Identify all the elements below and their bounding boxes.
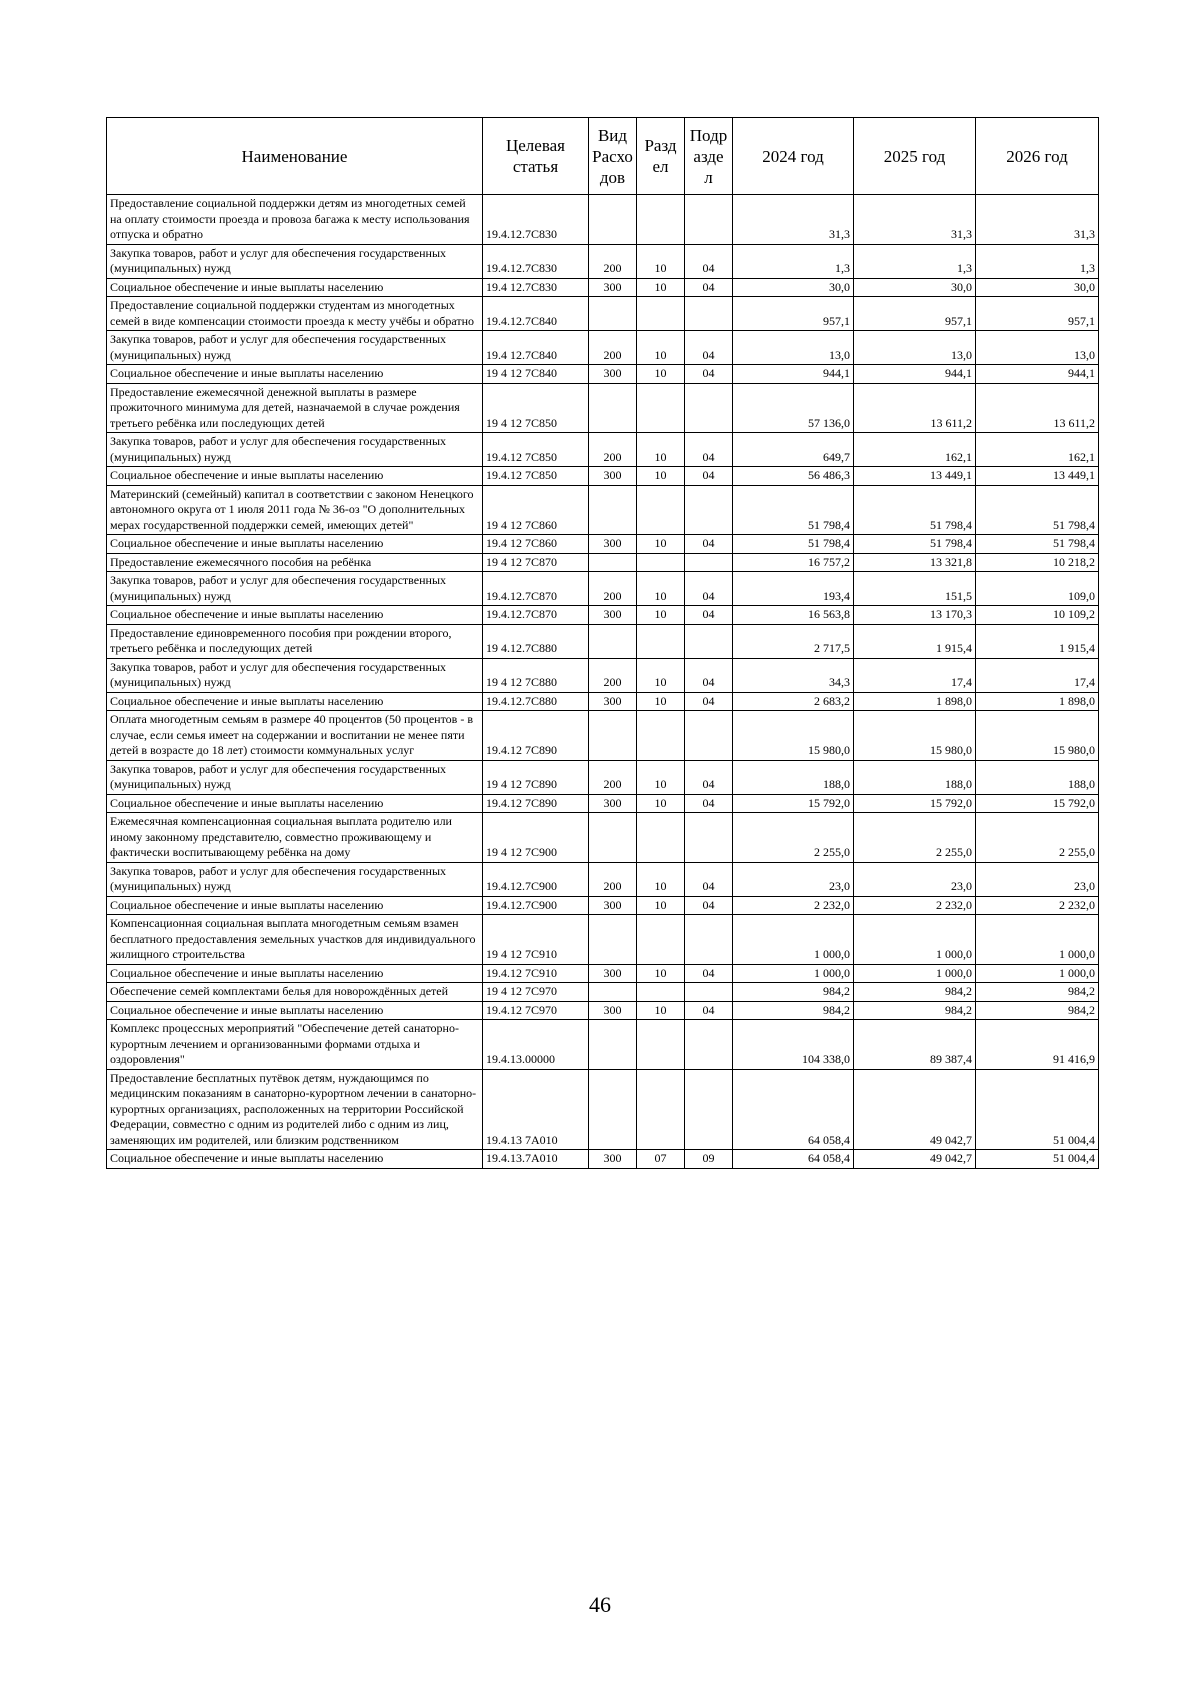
cell-subsection: [685, 383, 733, 433]
cell-target: 19.4.12.7С830: [483, 244, 589, 278]
cell-subsection: 04: [685, 244, 733, 278]
cell-name: Закупка товаров, работ и услуг для обеспечения государственных (муниципальных) нужд: [107, 760, 483, 794]
cell-target: 19.4.12.7С870: [483, 606, 589, 625]
cell-2026: 162,1: [976, 433, 1099, 467]
cell-2026: 1,3: [976, 244, 1099, 278]
cell-2026: 1 000,0: [976, 915, 1099, 965]
header-2026: 2026 год: [976, 118, 1099, 195]
table-row: [107, 658, 1099, 692]
cell-expense-type: 200: [589, 572, 637, 606]
cell-target: 19.4.12.7С900: [483, 896, 589, 915]
cell-2025: 984,2: [854, 1001, 976, 1020]
cell-subsection: 04: [685, 896, 733, 915]
cell-target: 19.4.13.00000: [483, 1020, 589, 1070]
cell-2024: 23,0: [733, 862, 854, 896]
cell-expense-type: 300: [589, 1001, 637, 1020]
cell-2024: 193,4: [733, 572, 854, 606]
cell-target: 19 4 12 7С840: [483, 365, 589, 384]
cell-target: 19 4 12 7С890: [483, 760, 589, 794]
table-row: [107, 964, 1099, 983]
cell-2026: 17,4: [976, 658, 1099, 692]
cell-target: 19.4 12 7С860: [483, 535, 589, 554]
cell-2026: 51 004,4: [976, 1069, 1099, 1150]
cell-2025: 2 255,0: [854, 813, 976, 863]
cell-name: Социальное обеспечение и иные выплаты населению: [107, 692, 483, 711]
cell-expense-type: 300: [589, 1150, 637, 1169]
cell-section: [637, 624, 685, 658]
cell-expense-type: 200: [589, 433, 637, 467]
cell-expense-type: [589, 983, 637, 1002]
cell-section: 10: [637, 572, 685, 606]
cell-2025: 151,5: [854, 572, 976, 606]
cell-expense-type: [589, 1020, 637, 1070]
cell-2026: 957,1: [976, 297, 1099, 331]
cell-section: [637, 553, 685, 572]
cell-target: 19 4.12.7С880: [483, 624, 589, 658]
cell-subsection: 04: [685, 862, 733, 896]
cell-name: Предоставление ежемесячного пособия на ребёнка: [107, 553, 483, 572]
cell-section: 10: [637, 964, 685, 983]
cell-name: Закупка товаров, работ и услуг для обеспечения государственных (муниципальных) нужд: [107, 572, 483, 606]
table-row: [107, 1150, 1099, 1169]
cell-name: Социальное обеспечение и иные выплаты населению: [107, 365, 483, 384]
cell-subsection: 04: [685, 278, 733, 297]
cell-2026: 1 000,0: [976, 964, 1099, 983]
cell-2026: 23,0: [976, 862, 1099, 896]
cell-section: 10: [637, 365, 685, 384]
cell-2026: 51 004,4: [976, 1150, 1099, 1169]
cell-2025: 51 798,4: [854, 535, 976, 554]
cell-subsection: 04: [685, 572, 733, 606]
cell-target: 19.4.13.7А010: [483, 1150, 589, 1169]
cell-2025: 13 170,3: [854, 606, 976, 625]
cell-name: Закупка товаров, работ и услуг для обеспечения государственных (муниципальных) нужд: [107, 862, 483, 896]
cell-target: 19 4 12 7С970: [483, 983, 589, 1002]
cell-target: 19.4.12.7С880: [483, 692, 589, 711]
cell-subsection: 04: [685, 331, 733, 365]
cell-2024: 16 563,8: [733, 606, 854, 625]
cell-2024: 64 058,4: [733, 1150, 854, 1169]
header-expense-type: Вид Расхо дов: [589, 118, 637, 195]
cell-2026: 13 449,1: [976, 467, 1099, 486]
cell-subsection: 04: [685, 606, 733, 625]
cell-2024: 1 000,0: [733, 964, 854, 983]
cell-name: Социальное обеспечение и иные выплаты населению: [107, 535, 483, 554]
cell-2024: 56 486,3: [733, 467, 854, 486]
cell-name: Оплата многодетным семьям в размере 40 процентов (50 процентов - в случае, если семья имеет на содержании и воспитании не менее пяти детей в возрасте до 18 лет) стоимости коммунальных услуг: [107, 711, 483, 761]
table-row: [107, 553, 1099, 572]
cell-expense-type: [589, 553, 637, 572]
cell-section: 10: [637, 467, 685, 486]
cell-2026: 1 898,0: [976, 692, 1099, 711]
cell-2026: 51 798,4: [976, 485, 1099, 535]
cell-expense-type: 200: [589, 760, 637, 794]
cell-subsection: [685, 983, 733, 1002]
cell-name: Социальное обеспечение и иные выплаты населению: [107, 1001, 483, 1020]
table-row: [107, 1001, 1099, 1020]
cell-expense-type: [589, 485, 637, 535]
cell-section: 10: [637, 331, 685, 365]
cell-subsection: [685, 813, 733, 863]
cell-expense-type: 300: [589, 278, 637, 297]
cell-target: 19.4.12 7С910: [483, 964, 589, 983]
table-header-row: [107, 118, 1099, 195]
cell-expense-type: 300: [589, 964, 637, 983]
cell-expense-type: [589, 383, 637, 433]
table-row: [107, 278, 1099, 297]
cell-section: 10: [637, 535, 685, 554]
cell-subsection: 04: [685, 658, 733, 692]
cell-2025: 13 611,2: [854, 383, 976, 433]
cell-2025: 89 387,4: [854, 1020, 976, 1070]
cell-name: Социальное обеспечение и иные выплаты населению: [107, 1150, 483, 1169]
cell-subsection: [685, 485, 733, 535]
table-row: [107, 1020, 1099, 1070]
cell-target: 19.4.12 7С970: [483, 1001, 589, 1020]
table-row: [107, 244, 1099, 278]
cell-2026: 13 611,2: [976, 383, 1099, 433]
cell-2025: 13 449,1: [854, 467, 976, 486]
cell-target: 19.4 12.7С830: [483, 278, 589, 297]
cell-2024: 188,0: [733, 760, 854, 794]
cell-2024: 51 798,4: [733, 535, 854, 554]
cell-2024: 2 232,0: [733, 896, 854, 915]
cell-target: 19.4.12.7С900: [483, 862, 589, 896]
cell-2026: 188,0: [976, 760, 1099, 794]
cell-target: 19.4.12.7С840: [483, 297, 589, 331]
cell-expense-type: 200: [589, 862, 637, 896]
cell-target: 19 4 12 7С870: [483, 553, 589, 572]
cell-target: 19 4 12 7С880: [483, 658, 589, 692]
cell-subsection: 04: [685, 433, 733, 467]
cell-2024: 649,7: [733, 433, 854, 467]
cell-subsection: [685, 711, 733, 761]
cell-2024: 957,1: [733, 297, 854, 331]
header-target: Целевая статья: [483, 118, 589, 195]
cell-target: 19.4.13 7А010: [483, 1069, 589, 1150]
cell-2026: 984,2: [976, 1001, 1099, 1020]
table-row: [107, 297, 1099, 331]
cell-section: 10: [637, 794, 685, 813]
cell-name: Социальное обеспечение и иные выплаты населению: [107, 896, 483, 915]
cell-section: [637, 813, 685, 863]
cell-subsection: 04: [685, 760, 733, 794]
cell-2025: 944,1: [854, 365, 976, 384]
header-2024: 2024 год: [733, 118, 854, 195]
cell-2026: 31,3: [976, 195, 1099, 245]
cell-section: [637, 195, 685, 245]
cell-2024: 31,3: [733, 195, 854, 245]
cell-2026: 984,2: [976, 983, 1099, 1002]
cell-subsection: [685, 915, 733, 965]
cell-name: Закупка товаров, работ и услуг для обеспечения государственных (муниципальных) нужд: [107, 331, 483, 365]
cell-2024: 984,2: [733, 983, 854, 1002]
table-row: [107, 1069, 1099, 1150]
table-row: [107, 383, 1099, 433]
cell-name: Предоставление бесплатных путёвок детям, нуждающимся по медицинским показаниям в санаторно-курортном лечении в санаторно-курортных организациях, расположенных на территории Российской Федерации, совместно с одним из родителей либо с одним из лиц, заменяющих им родителей, или близким родственником: [107, 1069, 483, 1150]
table-row: [107, 862, 1099, 896]
cell-name: Обеспечение семей комплектами белья для новорождённых детей: [107, 983, 483, 1002]
cell-name: Комплекс процессных мероприятий "Обеспечение детей санаторно-курортным лечением и организованными формами отдыха и оздоровления": [107, 1020, 483, 1070]
cell-2025: 31,3: [854, 195, 976, 245]
cell-subsection: 04: [685, 964, 733, 983]
cell-section: 10: [637, 278, 685, 297]
cell-2024: 16 757,2: [733, 553, 854, 572]
cell-section: 07: [637, 1150, 685, 1169]
page-number: 46: [589, 1592, 611, 1617]
cell-name: Материнский (семейный) капитал в соответствии с законом Ненецкого автономного округа от 1 июля 2011 года № 36-оз "О дополнительных мерах государственной поддержки семей, имеющих детей": [107, 485, 483, 535]
cell-target: 19.4.12 7С890: [483, 794, 589, 813]
cell-section: [637, 915, 685, 965]
budget-table: [106, 117, 1099, 1169]
cell-expense-type: [589, 813, 637, 863]
cell-section: [637, 711, 685, 761]
cell-name: Закупка товаров, работ и услуг для обеспечения государственных (муниципальных) нужд: [107, 433, 483, 467]
header-section: Разд ел: [637, 118, 685, 195]
header-subsection: Подр азде л: [685, 118, 733, 195]
cell-subsection: 04: [685, 794, 733, 813]
table-row: [107, 365, 1099, 384]
table-row: [107, 572, 1099, 606]
cell-expense-type: 300: [589, 467, 637, 486]
cell-section: 10: [637, 606, 685, 625]
cell-2024: 2 683,2: [733, 692, 854, 711]
cell-expense-type: 300: [589, 606, 637, 625]
cell-target: 19.4.12 7С850: [483, 467, 589, 486]
cell-2024: 30,0: [733, 278, 854, 297]
table-row: [107, 535, 1099, 554]
table-row: [107, 467, 1099, 486]
cell-2026: 15 980,0: [976, 711, 1099, 761]
cell-section: [637, 383, 685, 433]
cell-2025: 51 798,4: [854, 485, 976, 535]
cell-name: Социальное обеспечение и иные выплаты населению: [107, 467, 483, 486]
cell-section: 10: [637, 862, 685, 896]
cell-subsection: 04: [685, 1001, 733, 1020]
table-row: [107, 711, 1099, 761]
cell-2025: 49 042,7: [854, 1069, 976, 1150]
cell-2024: 51 798,4: [733, 485, 854, 535]
table-body: [107, 195, 1099, 1169]
cell-2024: 2 717,5: [733, 624, 854, 658]
cell-subsection: [685, 1020, 733, 1070]
table-row: [107, 606, 1099, 625]
cell-expense-type: [589, 297, 637, 331]
cell-target: 19.4.12 7С850: [483, 433, 589, 467]
table-row: [107, 195, 1099, 245]
cell-name: Предоставление ежемесячной денежной выплаты в размере прожиточного минимума для детей, назначаемой в случае рождения третьего ребёнка или последующих детей: [107, 383, 483, 433]
cell-2026: 2 255,0: [976, 813, 1099, 863]
cell-2025: 984,2: [854, 983, 976, 1002]
cell-2026: 15 792,0: [976, 794, 1099, 813]
cell-section: 10: [637, 244, 685, 278]
cell-2024: 1,3: [733, 244, 854, 278]
cell-2025: 1 000,0: [854, 915, 976, 965]
cell-2026: 30,0: [976, 278, 1099, 297]
table-row: [107, 760, 1099, 794]
cell-subsection: 04: [685, 365, 733, 384]
cell-expense-type: 200: [589, 658, 637, 692]
table-row: [107, 983, 1099, 1002]
cell-section: [637, 297, 685, 331]
table-row: [107, 331, 1099, 365]
cell-2025: 49 042,7: [854, 1150, 976, 1169]
cell-name: Социальное обеспечение и иные выплаты населению: [107, 278, 483, 297]
cell-subsection: 04: [685, 692, 733, 711]
cell-subsection: 04: [685, 535, 733, 554]
cell-target: 19.4.12 7С890: [483, 711, 589, 761]
cell-2026: 10 109,2: [976, 606, 1099, 625]
cell-name: Предоставление единовременного пособия при рождении второго, третьего ребёнка и последующих детей: [107, 624, 483, 658]
cell-2025: 17,4: [854, 658, 976, 692]
cell-2025: 188,0: [854, 760, 976, 794]
cell-section: [637, 983, 685, 1002]
cell-2026: 13,0: [976, 331, 1099, 365]
cell-expense-type: 300: [589, 794, 637, 813]
cell-2024: 2 255,0: [733, 813, 854, 863]
cell-2025: 13,0: [854, 331, 976, 365]
cell-section: [637, 1069, 685, 1150]
cell-name: Закупка товаров, работ и услуг для обеспечения государственных (муниципальных) нужд: [107, 658, 483, 692]
header-name: Наименование: [107, 118, 483, 195]
cell-subsection: [685, 195, 733, 245]
cell-section: 10: [637, 692, 685, 711]
cell-2025: 1 898,0: [854, 692, 976, 711]
cell-2025: 2 232,0: [854, 896, 976, 915]
cell-expense-type: 300: [589, 896, 637, 915]
cell-2026: 1 915,4: [976, 624, 1099, 658]
cell-2026: 944,1: [976, 365, 1099, 384]
cell-2026: 51 798,4: [976, 535, 1099, 554]
cell-2025: 30,0: [854, 278, 976, 297]
cell-2025: 13 321,8: [854, 553, 976, 572]
cell-section: 10: [637, 1001, 685, 1020]
cell-expense-type: 300: [589, 692, 637, 711]
cell-subsection: [685, 624, 733, 658]
cell-2025: 15 792,0: [854, 794, 976, 813]
cell-subsection: [685, 297, 733, 331]
cell-2024: 15 980,0: [733, 711, 854, 761]
cell-expense-type: [589, 1069, 637, 1150]
cell-name: Предоставление социальной поддержки детям из многодетных семей на оплату стоимости проезда и провоза багажа к месту использования отпуска и обратно: [107, 195, 483, 245]
table-row: [107, 813, 1099, 863]
cell-section: [637, 1020, 685, 1070]
cell-2024: 944,1: [733, 365, 854, 384]
cell-section: [637, 485, 685, 535]
cell-expense-type: 300: [589, 365, 637, 384]
cell-2024: 984,2: [733, 1001, 854, 1020]
cell-name: Компенсационная социальная выплата многодетным семьям взамен бесплатного предоставления земельных участков для индивидуального жилищного строительства: [107, 915, 483, 965]
cell-expense-type: [589, 195, 637, 245]
cell-subsection: [685, 553, 733, 572]
table-row: [107, 896, 1099, 915]
table-row: [107, 915, 1099, 965]
cell-target: 19.4.12.7С830: [483, 195, 589, 245]
cell-2024: 64 058,4: [733, 1069, 854, 1150]
cell-name: Социальное обеспечение и иные выплаты населению: [107, 964, 483, 983]
cell-2026: 10 218,2: [976, 553, 1099, 572]
cell-name: Социальное обеспечение и иные выплаты населению: [107, 794, 483, 813]
cell-2026: 109,0: [976, 572, 1099, 606]
cell-target: 19.4.12.7С870: [483, 572, 589, 606]
cell-section: 10: [637, 896, 685, 915]
cell-expense-type: 300: [589, 535, 637, 554]
cell-2025: 15 980,0: [854, 711, 976, 761]
cell-2024: 15 792,0: [733, 794, 854, 813]
table-row: [107, 692, 1099, 711]
table-row: [107, 794, 1099, 813]
cell-2024: 34,3: [733, 658, 854, 692]
cell-subsection: 09: [685, 1150, 733, 1169]
table-row: [107, 433, 1099, 467]
cell-name: Предоставление социальной поддержки студентам из многодетных семей в виде компенсации стоимости проезда к месту учёбы и обратно: [107, 297, 483, 331]
cell-section: 10: [637, 658, 685, 692]
cell-expense-type: 200: [589, 331, 637, 365]
cell-expense-type: [589, 711, 637, 761]
cell-2024: 1 000,0: [733, 915, 854, 965]
cell-2025: 1 000,0: [854, 964, 976, 983]
table-row: [107, 485, 1099, 535]
cell-2025: 957,1: [854, 297, 976, 331]
cell-target: 19 4 12 7С900: [483, 813, 589, 863]
cell-2025: 1 915,4: [854, 624, 976, 658]
cell-subsection: 04: [685, 467, 733, 486]
cell-section: 10: [637, 433, 685, 467]
table-row: [107, 624, 1099, 658]
header-2025: 2025 год: [854, 118, 976, 195]
cell-expense-type: [589, 624, 637, 658]
cell-2024: 57 136,0: [733, 383, 854, 433]
cell-2026: 91 416,9: [976, 1020, 1099, 1070]
cell-2024: 104 338,0: [733, 1020, 854, 1070]
cell-section: 10: [637, 760, 685, 794]
cell-2024: 13,0: [733, 331, 854, 365]
cell-name: Ежемесячная компенсационная социальная выплата родителю или иному законному представителю, совместно проживающему и фактически воспитывающему ребёнка на дому: [107, 813, 483, 863]
cell-target: 19 4 12 7С850: [483, 383, 589, 433]
cell-target: 19 4 12 7С860: [483, 485, 589, 535]
cell-expense-type: 200: [589, 244, 637, 278]
cell-2025: 1,3: [854, 244, 976, 278]
cell-expense-type: [589, 915, 637, 965]
cell-target: 19 4 12 7С910: [483, 915, 589, 965]
cell-2026: 2 232,0: [976, 896, 1099, 915]
cell-name: Социальное обеспечение и иные выплаты населению: [107, 606, 483, 625]
cell-2025: 23,0: [854, 862, 976, 896]
cell-target: 19.4 12.7С840: [483, 331, 589, 365]
cell-2025: 162,1: [854, 433, 976, 467]
cell-name: Закупка товаров, работ и услуг для обеспечения государственных (муниципальных) нужд: [107, 244, 483, 278]
cell-subsection: [685, 1069, 733, 1150]
